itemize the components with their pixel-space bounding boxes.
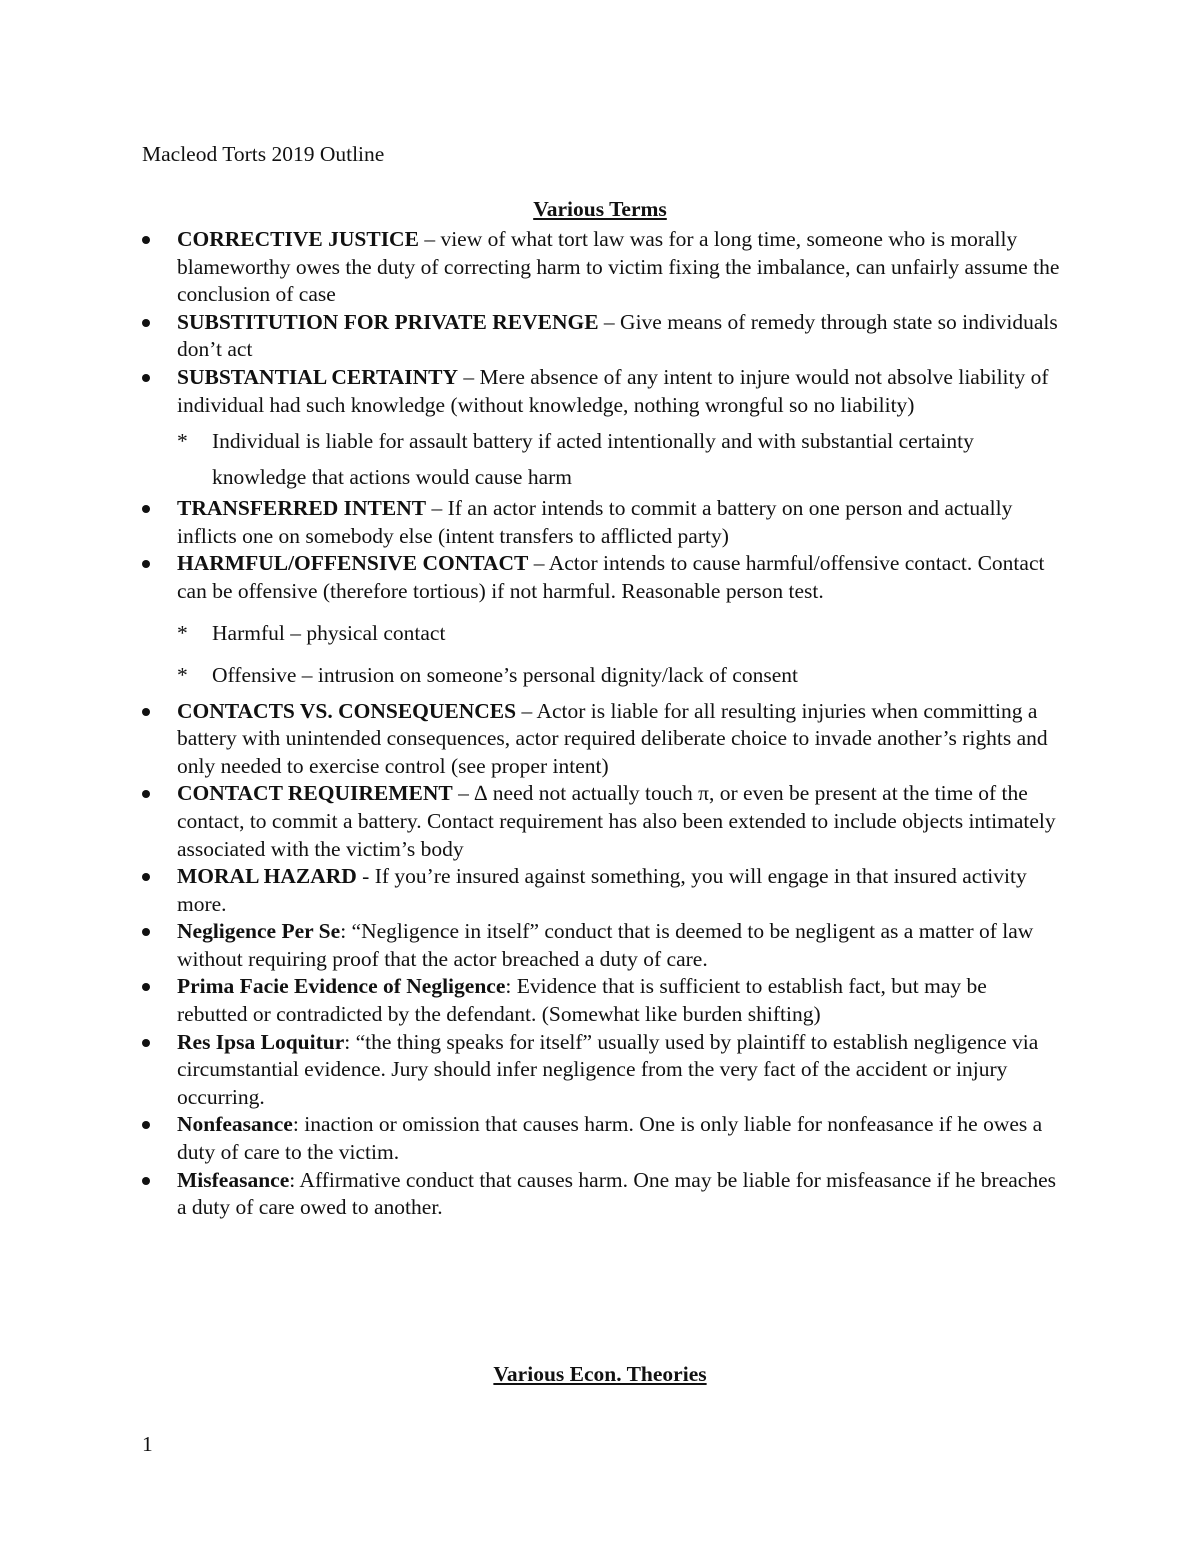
terms-list: [142, 226, 1062, 1222]
bullet-icon: [142, 983, 150, 991]
term-label: Nonfeasance: [177, 1112, 293, 1137]
list-item: SUBSTANTIAL CERTAINTY – Mere absence of any intent to injure would not absolve liability of individual had such knowledge (without knowledge, nothing wrongful so no liability): [142, 364, 1062, 419]
asterisk-marker: *: [177, 620, 188, 645]
list-item: SUBSTITUTION FOR PRIVATE REVENGE – Give means of remedy through state so individuals don’t act: [142, 309, 1062, 364]
term-definition: Mere absence of any intent to injure would not absolve liability of individual had such knowledge (without knowledge, nothing wrongful so no liability): [177, 364, 1049, 417]
page-number: 1: [142, 1432, 153, 1456]
list-item: Nonfeasance: inaction or omission that causes harm. One is only liable for nonfeasance if he owes a duty of care to the victim.: [142, 1111, 1062, 1166]
term-label: HARMFUL/OFFENSIVE CONTACT: [177, 551, 529, 576]
bullet-icon: [142, 708, 150, 716]
list-item: Prima Facie Evidence of Negligence: Evidence that is sufficient to establish fact, but may be rebutted or contradicted by the defendant. (Somewhat like burden shifting): [142, 973, 1062, 1028]
list-item: Negligence Per Se: “Negligence in itself” conduct that is deemed to be negligent as a matter of law without requiring proof that the actor breached a duty of care.: [142, 918, 1062, 973]
bullet-icon: [142, 873, 150, 881]
document-header: Macleod Torts 2019 Outline: [142, 142, 385, 166]
term-label: SUBSTANTIAL CERTAINTY: [177, 364, 459, 389]
list-item: CONTACT REQUIREMENT – ∆ need not actually touch π, or even be present at the time of the contact, to commit a battery. Contact requirement has also been extended to include objects intimately associated with the victim’s body: [142, 780, 1062, 863]
section-title-econ-theories: Various Econ. Theories: [493, 1362, 707, 1386]
asterisk-marker: *: [177, 429, 188, 454]
term-definition: Affirmative conduct that causes harm. One may be liable for misfeasance if he breaches a duty of care owed to another.: [177, 1167, 1056, 1220]
bullet-icon: [142, 505, 150, 513]
bullet-icon: [142, 236, 150, 244]
term-label: TRANSFERRED INTENT: [177, 496, 427, 521]
term-label: Negligence Per Se: [177, 919, 341, 944]
asterisk-marker: *: [177, 662, 188, 687]
term-definition: Give means of remedy through state so individuals don’t act: [177, 309, 1058, 362]
term-label: MORAL HAZARD: [177, 864, 357, 889]
sub-item: * Offensive – intrusion on someone’s personal dignity/lack of consent: [142, 660, 1062, 690]
list-item: Res Ipsa Loquitur: “the thing speaks for itself” usually used by plaintiff to establish negligence via circumstantial evidence. Jury should infer negligence from the very fact of the accident or injury occurring.: [142, 1029, 1062, 1112]
term-label: CONTACT REQUIREMENT: [177, 781, 453, 806]
term-definition: Actor intends to cause harmful/offensive contact. Contact can be offensive (therefore tortious) if not harmful. Reasonable person test.: [177, 551, 1045, 603]
term-definition: ∆ need not actually touch π, or even be present at the time of the contact, to commit a battery. Contact requirement has also been extended to include objects intimately associated with the victim’s body: [177, 781, 1056, 861]
bullet-icon: [142, 790, 150, 798]
bullet-icon: [142, 560, 150, 568]
term-label: CONTACTS VS. CONSEQUENCES: [177, 698, 517, 723]
list-item: Misfeasance: Affirmative conduct that causes harm. One may be liable for misfeasance if he breaches a duty of care owed to another.: [142, 1167, 1062, 1222]
bullet-icon: [142, 319, 150, 327]
list-item: CORRECTIVE JUSTICE – view of what tort law was for a long time, someone who is morally blameworthy owes the duty of correcting harm to victim fixing the imbalance, can unfairly assume the conclusion of case: [142, 226, 1062, 309]
term-definition: inaction or omission that causes harm. One is only liable for nonfeasance if he owes a duty of care to the victim.: [177, 1112, 1043, 1165]
term-definition: view of what tort law was for a long time, someone who is morally blameworthy owes the duty of correcting harm to victim fixing the imbalance, can unfairly assume the conclusion of case: [177, 227, 1060, 307]
list-item: CONTACTS VS. CONSEQUENCES – Actor is liable for all resulting injuries when committing a battery with unintended consequences, actor required deliberate choice to invade another’s rights and only needed to exercise control (see proper intent): [142, 698, 1062, 781]
list-item: HARMFUL/OFFENSIVE CONTACT – Actor intends to cause harmful/offensive contact. Contact can be offensive (therefore tortious) if not harmful. Reasonable person test.: [142, 550, 1062, 605]
term-definition: Actor is liable for all resulting injuries when committing a battery with unintended consequences, actor required deliberate choice to invade another’s rights and only needed to exercise control (see proper intent): [177, 698, 1048, 778]
bullet-icon: [142, 1177, 150, 1185]
bullet-icon: [142, 374, 150, 382]
bullet-icon: [142, 1121, 150, 1129]
term-label: CORRECTIVE JUSTICE: [177, 227, 419, 251]
term-definition: If you’re insured against something, you will engage in that insured activity more.: [177, 864, 1027, 916]
term-definition: “Negligence in itself” conduct that is deemed to be negligent as a matter of law without requiring proof that the actor breached a duty of care.: [177, 919, 1034, 971]
sub-item: * Individual is liable for assault battery if acted intentionally and with substantial certainty knowledge that actions would cause harm: [142, 423, 1062, 495]
term-definition: Evidence that is sufficient to establish fact, but may be rebutted or contradicted by the defendant. (Somewhat like burden shifting): [177, 974, 987, 1027]
list-item: TRANSFERRED INTENT – If an actor intends to commit a battery on one person and actually inflicts one on somebody else (intent transfers to afflicted party): [142, 495, 1062, 550]
bullet-icon: [142, 1039, 150, 1047]
section-title-various-terms: Various Terms: [533, 197, 667, 221]
list-item: MORAL HAZARD - If you’re insured against something, you will engage in that insured activity more.: [142, 863, 1062, 918]
term-definition: “the thing speaks for itself” usually used by plaintiff to establish negligence via circumstantial evidence. Jury should infer negligence from the very fact of the accident or injury occurring.: [177, 1029, 1039, 1109]
term-label: Misfeasance: [177, 1167, 290, 1192]
bullet-icon: [142, 928, 150, 936]
term-label: SUBSTITUTION FOR PRIVATE REVENGE: [177, 309, 599, 334]
sub-item: * Harmful – physical contact: [142, 618, 1062, 648]
term-label: Res Ipsa Loquitur: [177, 1029, 345, 1054]
term-definition: If an actor intends to commit a battery on one person and actually inflicts one on somebody else (intent transfers to afflicted party): [177, 496, 1013, 548]
term-label: Prima Facie Evidence of Negligence: [177, 974, 506, 999]
